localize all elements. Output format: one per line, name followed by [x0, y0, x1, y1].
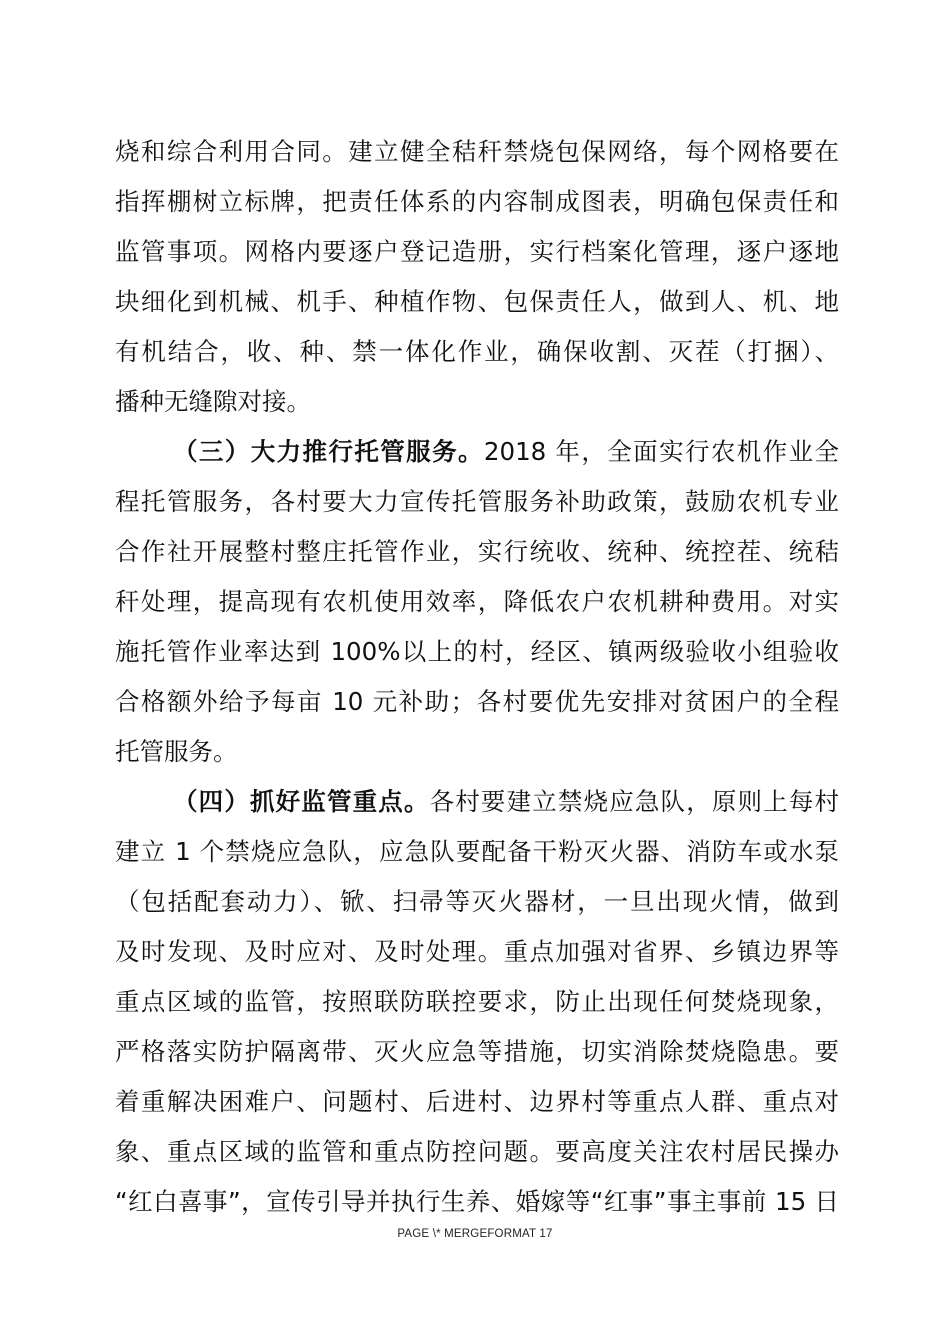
- paragraph-3-line-7: 着重解决困难户、问题村、后进村、边界村等重点人群、重点对: [115, 1087, 839, 1116]
- paragraph-1-line-4: 块细化到机械、机手、种植作物、包保责任人，做到人、机、地: [115, 287, 839, 316]
- paragraph-3-line-9: “红白喜事”，宣传引导并执行生养、婚嫁等“红事”事主事前 15 日: [115, 1187, 839, 1216]
- document-body: [115, 127, 839, 1227]
- paragraph-1-line-2: 指挥棚树立标牌，把责任体系的内容制成图表，明确包保责任和: [115, 187, 839, 216]
- paragraph-1-line-5: 有机结合，收、种、禁一体化作业，确保收割、灭茬（打捆）、: [115, 337, 839, 366]
- paragraph-1-line-6: 播种无缝隙对接。: [115, 387, 311, 416]
- paragraph-1-line-3: 监管事项。网格内要逐户登记造册，实行档案化管理，逐户逐地: [115, 237, 839, 266]
- paragraph-2-line-3: 合作社开展整村整庄托管作业，实行统收、统种、统控茬、统秸: [115, 537, 839, 566]
- paragraph-2-line-4: 秆处理，提高现有农机使用效率，降低农户农机耕种费用。对实: [115, 587, 839, 616]
- paragraph-2-line-7: 托管服务。: [115, 737, 238, 766]
- paragraph-3-line-3: （包括配套动力）、锨、扫帚等灭火器材，一旦出现火情，做到: [115, 887, 839, 916]
- paragraph-2-line-1: [115, 427, 839, 477]
- page-footer: PAGE \* MERGEFORMAT 17: [397, 1228, 553, 1240]
- paragraph-3-line-6: 严格落实防护隔离带、灭火应急等措施，切实消除焚烧隐患。要: [115, 1037, 839, 1066]
- paragraph-2-line-1-text: 2018 年，全面实行农机作业全: [483, 437, 840, 466]
- paragraph-3-line-5: 重点区域的监管，按照联防联控要求，防止出现任何焚烧现象，: [115, 987, 839, 1016]
- paragraph-3-line-1: [115, 777, 839, 827]
- paragraph-2-line-2: 程托管服务，各村要大力宣传托管服务补助政策，鼓励农机专业: [115, 487, 839, 516]
- section-3-heading: （三）大力推行托管服务。: [173, 437, 484, 466]
- paragraph-2-line-5: 施托管作业率达到 100%以上的村，经区、镇两级验收小组验收: [115, 637, 839, 666]
- paragraph-2-line-6: 合格额外给予每亩 10 元补助；各村要优先安排对贫困户的全程: [115, 687, 839, 716]
- section-4-heading: （四）抓好监管重点。: [173, 787, 430, 816]
- paragraph-3-line-2: 建立 1 个禁烧应急队，应急队要配备干粉灭火器、消防车或水泵: [115, 837, 839, 866]
- paragraph-3-line-1-text: 各村要建立禁烧应急队，原则上每村: [429, 787, 840, 816]
- paragraph-3-line-4: 及时发现、及时应对、及时处理。重点加强对省界、乡镇边界等: [115, 937, 839, 966]
- paragraph-1-line-1: 烧和综合利用合同。建立健全秸秆禁烧包保网络，每个网格要在: [115, 137, 839, 166]
- paragraph-3-line-8: 象、重点区域的监管和重点防控问题。要高度关注农村居民操办: [115, 1137, 839, 1166]
